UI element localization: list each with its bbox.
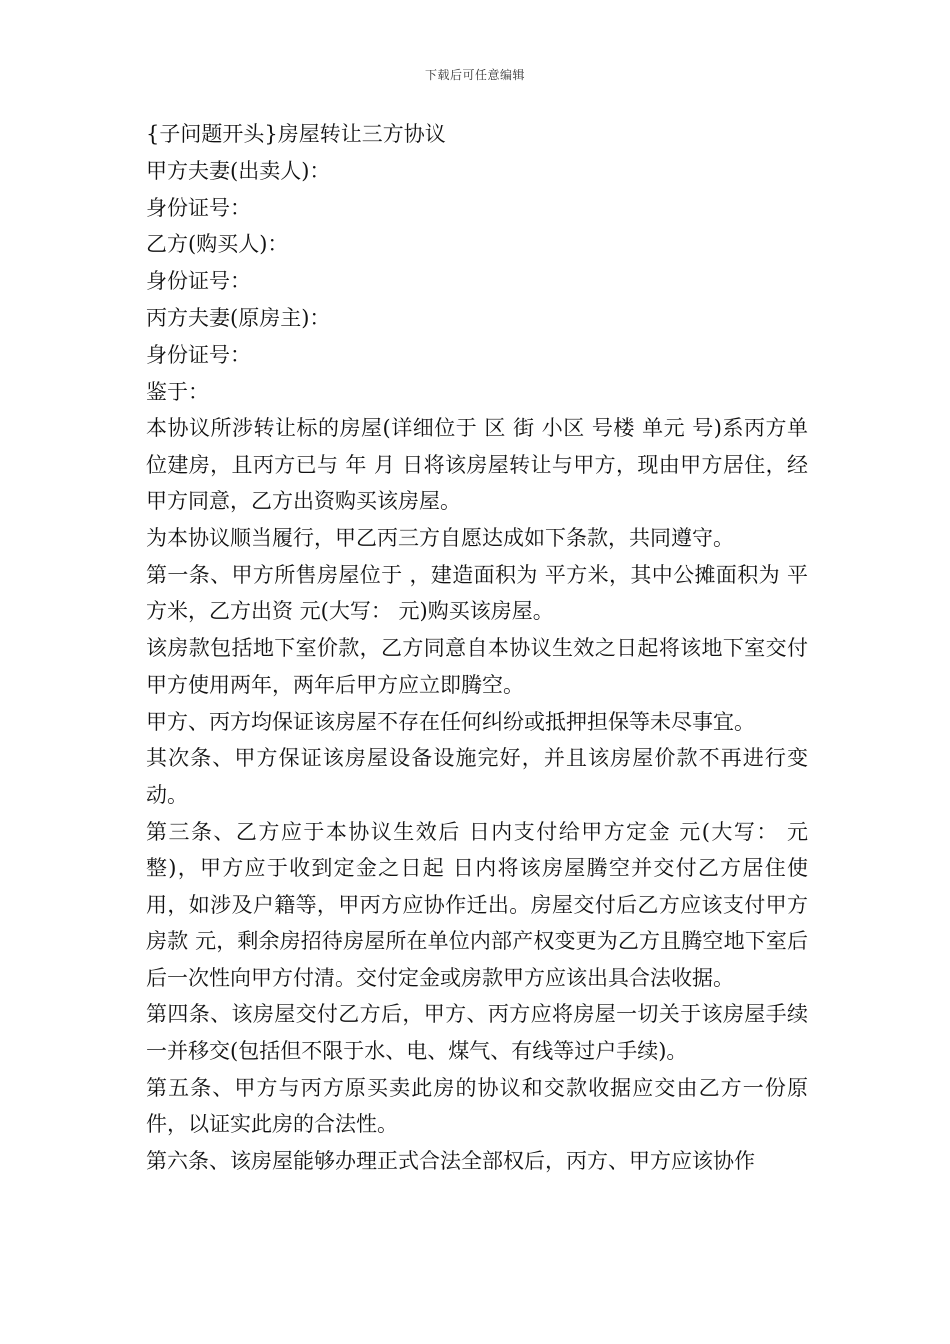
article-3-paragraph: 第三条、乙方应于本协议生效后 日内支付给甲方定金 元(大写： 元整)，甲方应于收到定金之日起 日内将该房屋腾空并交付乙方居住使用，如涉及户籍等，甲丙方应协作迁出。房屋交付后乙方应该支付甲方房款 元，剩余房招待房屋所在单位内部产权变更为乙方且腾空地下室后后一次性向甲方付清。交付定金或房款甲方应该出具合法收据。 [146,819,808,990]
header-note: 下载后可任意编辑 [424,68,525,82]
whereas-heading: 鉴于： [146,379,209,404]
party-c-id-line: 身份证号： [146,342,251,367]
article-4-paragraph: 第四条、该房屋交付乙方后，甲方、丙方应将房屋一切关于该房屋手续一并移交(包括但不限于水、电、煤气、有线等过户手续)。 [146,1002,808,1063]
party-b-id-line: 身份证号： [146,269,251,294]
party-a-line: 甲方夫妻(出卖人)： [146,158,331,183]
recital-paragraph: 本协议所涉转让标的房屋(详细位于 区 街 小区 号楼 单元 号)系丙方单位建房，且丙方已与 年 月 日将该房屋转让与甲方，现由甲方居住，经甲方同意，乙方出资购买该房屋。 [146,416,808,514]
party-c-line: 丙方夫妻(原房主)： [146,305,331,330]
document-title: {子问题开头}房屋转让三方协议 [146,122,446,146]
basement-paragraph: 该房款包括地下室价款，乙方同意自本协议生效之日起将该地下室交付甲方使用两年，两年后甲方应立即腾空。 [146,636,808,697]
guarantee-paragraph: 甲方、丙方均保证该房屋不存在任何纠纷或抵押担保等未尽事宜。 [146,709,755,734]
article-5-paragraph: 第五条、甲方与丙方原买卖此房的协议和交款收据应交由乙方一份原件，以证实此房的合法性。 [146,1075,808,1137]
party-b-line: 乙方(购买人)： [146,232,289,257]
document-body [146,116,808,1180]
agreement-intro-paragraph: 为本协议顺当履行，甲乙丙三方自愿达成如下条款，共同遵守。 [146,526,734,551]
article-1-paragraph: 第一条、甲方所售房屋位于 ，建造面积为 平方米，其中公摊面积为 平方米，乙方出资 元(大写： 元)购买该房屋。 [146,562,808,624]
article-6-paragraph: 第六条、该房屋能够办理正式合法全部权后，丙方、甲方应该协作 [146,1149,755,1174]
party-a-id-line: 身份证号： [146,195,251,220]
article-2-paragraph: 其次条、甲方保证该房屋设备设施完好，并且该房屋价款不再进行变动。 [146,746,808,807]
